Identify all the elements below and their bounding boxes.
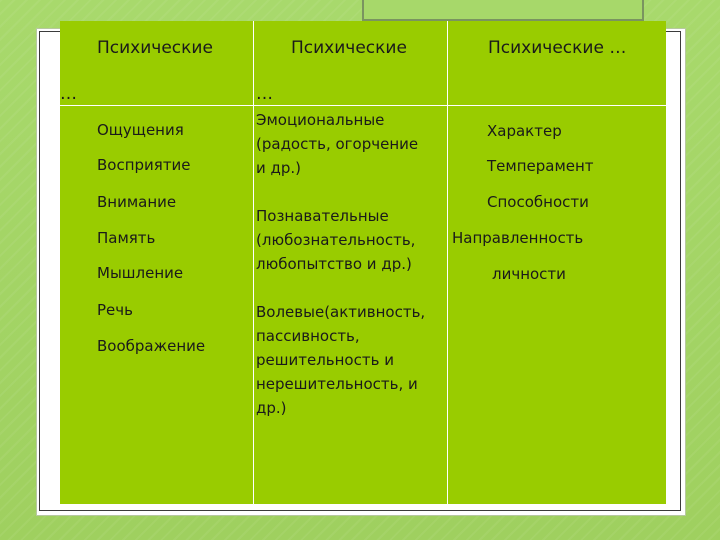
list-item: Темперамент <box>487 157 594 175</box>
psychic-phenomena-table <box>60 21 666 504</box>
list-item: Характер <box>487 122 562 140</box>
list-item: Способности <box>487 193 589 211</box>
list-item: Направленность <box>452 229 584 247</box>
text-line: нерешительность, и <box>256 375 418 393</box>
list-item: Внимание <box>97 193 177 211</box>
list-item: Восприятие <box>97 156 191 174</box>
text-line: любопытство и др.) <box>256 255 412 273</box>
text-line: и др.) <box>256 159 302 177</box>
header-divider <box>60 105 666 106</box>
text-line: Волевые(активность, <box>256 303 426 321</box>
list-item: личности <box>492 265 566 283</box>
header-col-3: Психические … <box>488 38 627 58</box>
header-col-1: Психические <box>97 38 213 58</box>
list-item: Мышление <box>97 264 184 282</box>
header-col-1-cont: … <box>60 84 77 104</box>
column-divider-1 <box>253 21 254 504</box>
text-line: (любознательность, <box>256 231 416 249</box>
column-divider-2 <box>447 21 448 504</box>
text-line: пассивность, <box>256 327 360 345</box>
text-line: др.) <box>256 399 287 417</box>
text-line: Эмоциональные <box>256 111 385 129</box>
text-line: решительность и <box>256 351 394 369</box>
list-item: Ощущения <box>97 121 184 139</box>
list-item: Воображение <box>97 337 206 355</box>
decorative-rectangle <box>362 0 644 21</box>
text-line: (радость, огорчение <box>256 135 419 153</box>
list-item: Память <box>97 229 156 247</box>
text-line: Познавательные <box>256 207 389 225</box>
list-item: Речь <box>97 301 133 319</box>
header-col-2-cont: … <box>256 84 273 104</box>
header-col-2: Психические <box>291 38 407 58</box>
